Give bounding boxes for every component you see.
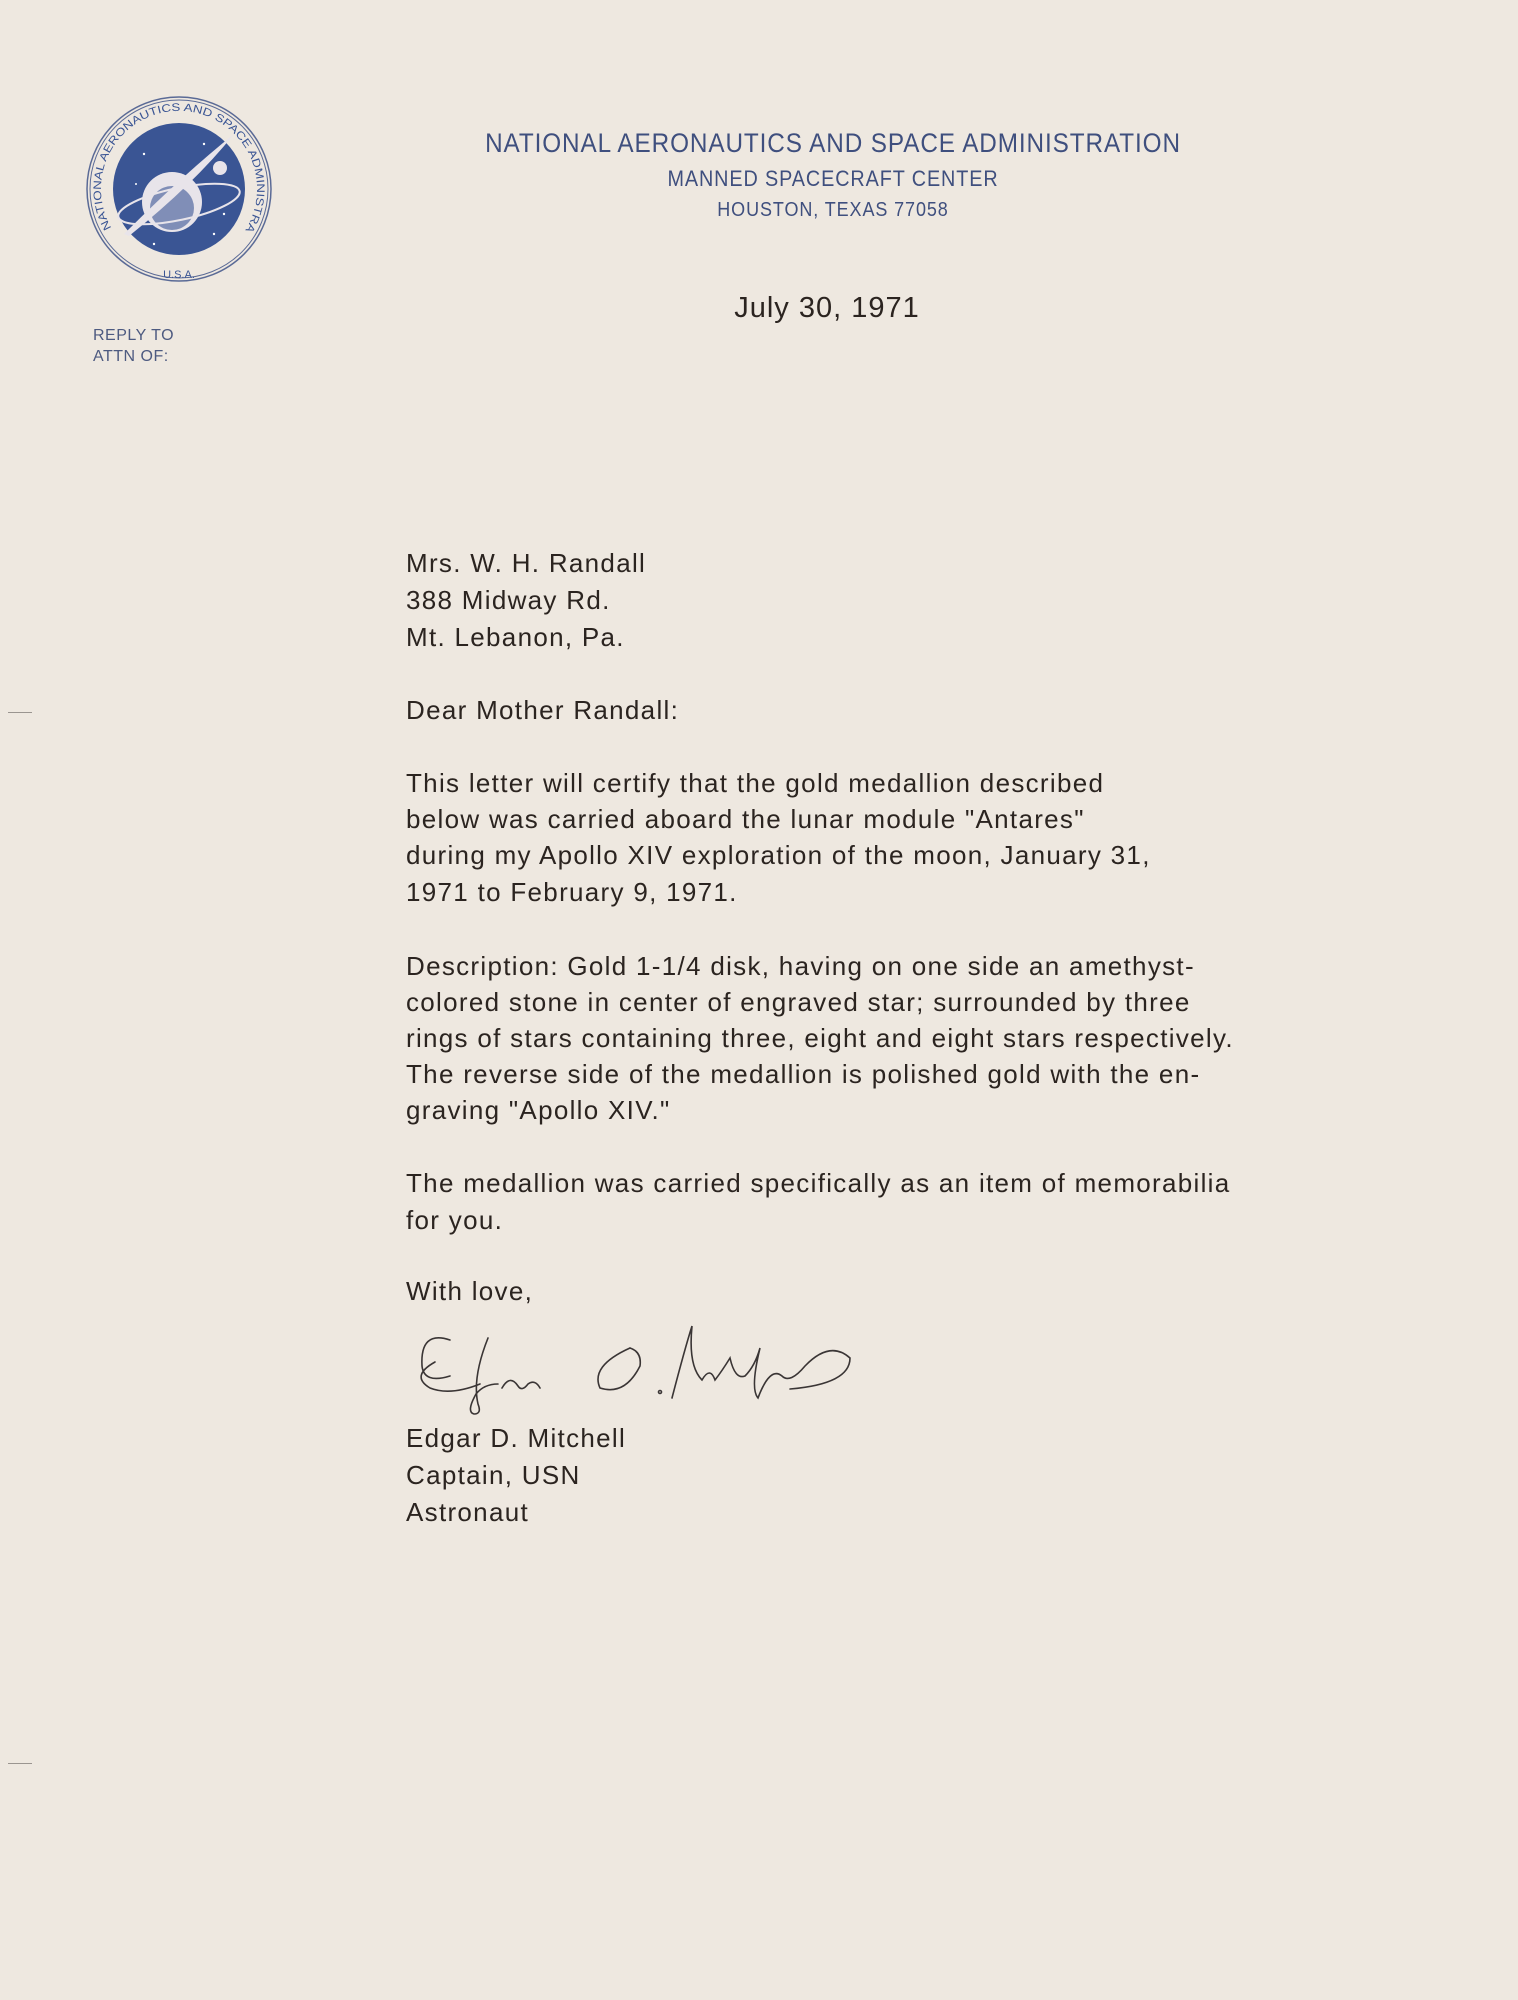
signer-name: Edgar D. Mitchell: [406, 1423, 627, 1453]
reply-to-label: REPLY TO: [93, 327, 175, 344]
paragraph-line: This letter will certify that the gold medallion described: [406, 768, 1105, 798]
paragraph-line: rings of stars containing three, eight and eight stars respectively.: [406, 1023, 1234, 1053]
signer-title: Astronaut: [406, 1497, 529, 1527]
paragraph-line: The medallion was carried specifically as an item of memorabilia: [406, 1168, 1231, 1198]
paragraph-line: for you.: [406, 1205, 504, 1235]
svg-text:U.S.A.: U.S.A.: [163, 269, 195, 281]
attn-of-label: ATTN OF:: [93, 348, 169, 365]
svg-text:NATIONAL AERONAUTICS AND SPACE: NATIONAL AERONAUTICS AND SPACE ADMINISTRA: [91, 101, 267, 233]
salutation: Dear Mother Randall:: [406, 695, 680, 725]
closing: With love,: [406, 1276, 534, 1306]
center-name: MANNED SPACECRAFT CENTER: [667, 166, 999, 191]
handwritten-signature: [410, 1314, 870, 1418]
letter-date: July 30, 1971: [734, 292, 920, 324]
paragraph-line: colored stone in center of engraved star; surrounded by three: [406, 987, 1191, 1017]
paragraph-line: The reverse side of the medallion is polished gold with the en-: [406, 1059, 1201, 1089]
paragraph-line: 1971 to February 9, 1971.: [406, 877, 738, 907]
paragraph-line: below was carried aboard the lunar module "Antares": [406, 804, 1085, 834]
paragraph-line: graving "Apollo XIV.": [406, 1095, 671, 1125]
signer-rank: Captain, USN: [406, 1460, 581, 1490]
fold-mark: [8, 1763, 32, 1764]
paragraph-line: during my Apollo XIV exploration of the moon, January 31,: [406, 840, 1151, 870]
paragraph-line: Description: Gold 1-1/4 disk, having on one side an amethyst-: [406, 951, 1195, 981]
center-address: HOUSTON, TEXAS 77058: [717, 199, 949, 221]
fold-mark: [8, 712, 32, 713]
agency-name: NATIONAL AERONAUTICS AND SPACE ADMINISTRATION: [485, 128, 1181, 158]
recipient-name: Mrs. W. H. Randall: [406, 548, 647, 578]
recipient-city: Mt. Lebanon, Pa.: [406, 622, 625, 652]
recipient-street: 388 Midway Rd.: [406, 585, 611, 615]
